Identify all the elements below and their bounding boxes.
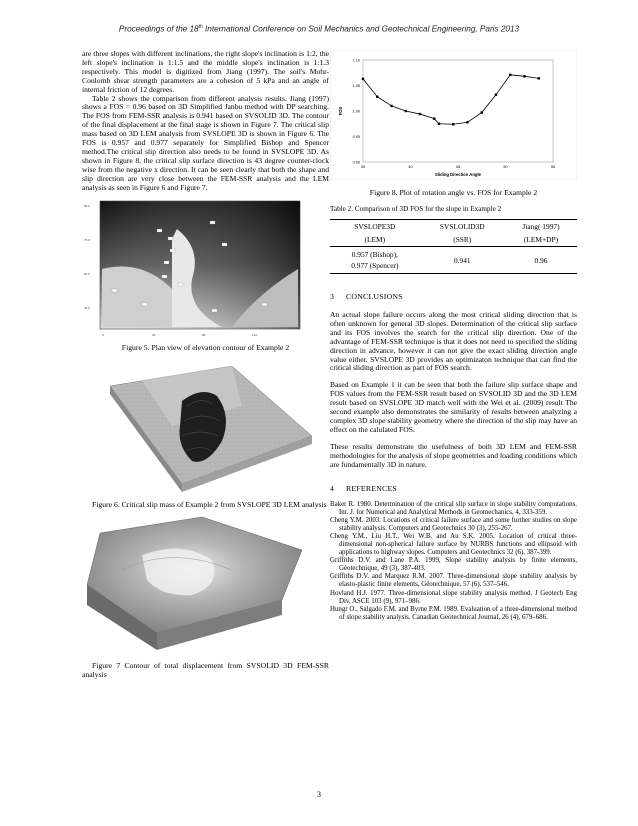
conclusions-paragraph-1: An actual slope failure occurs along the most critical sliding direction that is often unknown for general 3D slopes. Determination of the critical slip surface and its FOS involves the search for the critical slip direction. One of the advantage of FEM-SSR technique is that it does not need to specified the sliding direction in advance, however it can not give the exact sliding direction angle value either. SVSLOPE 3D provides an optimizaton technique that can find the critical sliding direction as part of FOS search. xyxy=(330,310,577,373)
section-number: 4 xyxy=(330,483,335,493)
x-tick-label: 35 xyxy=(360,165,366,169)
chart-frame xyxy=(330,50,577,180)
table-header-row-2 xyxy=(330,233,577,247)
data-point xyxy=(362,78,364,80)
figure-5-caption: Figure 5. Plan view of elevation contour of Example 2 xyxy=(121,342,290,352)
paragraph-2: Table 2 shows the comparison from different analysis results. Jiang (1997) shows a FOS = 0.96 based on 3D Simplified Janbu method with DP searching. The FOS from FEM-SSR analysis is 0.941 based on SVSOLID 3D. The contour of the final displacement at the final stage is shown in Figure 7. The critical slip mass based on 3D LEM analysis from SVSLOPE 3D is shown in Figure 6. The FOS is 0.957 and 0.977 separately for Simplified Bishop and Spencer method.The critical slip direction also needs to be found in SVSLOPE 3D. As shown in Figure 8, the critical slip surface direction is 43 degree counter-clock wise from the negative x direction. It can be seen clearly that both the shape and slip direction are very close between the FEM-SSR analysis and the LEM analysis as seen in Figure 6 and Figure 7. xyxy=(82,93,329,192)
table-cell xyxy=(330,247,420,274)
section-title: CONCLUSIONS xyxy=(346,292,403,301)
page-number: 3 xyxy=(317,790,321,799)
data-point xyxy=(509,74,511,76)
y-tick-label: 0.90 xyxy=(352,160,360,165)
fos-comparison-table xyxy=(330,219,577,274)
y-tick-label: 1.00 xyxy=(352,109,360,114)
data-point xyxy=(495,93,497,95)
data-point xyxy=(452,123,454,125)
data-point xyxy=(538,77,540,79)
data-point xyxy=(523,75,525,77)
y-tick-label: 1.05 xyxy=(352,83,360,88)
x-tick-label: 40 xyxy=(408,165,413,169)
table-header-cell: Jiang( 1997) xyxy=(505,220,577,234)
svg-text:75.0: 75.0 xyxy=(84,237,90,242)
svg-text:60.0: 60.0 xyxy=(84,271,90,276)
data-point xyxy=(376,96,378,98)
displacement-contour-image xyxy=(82,515,329,655)
reference-item: Baker R. 1980. Determination of the critical slip surface in slope stability computations. Int. J. for Numerical and Analytical Methods in Geomechanics, 4, 333-359. xyxy=(330,500,577,516)
table-2-caption: Table 2. Comparison of 3D FOS for the slope in Example 2 xyxy=(330,205,502,213)
y-tick-label: 1.10 xyxy=(352,58,360,63)
x-tick-label: 45 xyxy=(455,165,461,169)
figure-7 xyxy=(82,515,329,655)
conclusions-heading xyxy=(330,292,577,301)
figure-8 xyxy=(330,50,577,180)
fos-bishop: 0.957 (Bishop), xyxy=(351,250,398,259)
running-header xyxy=(0,24,638,34)
fos-vs-angle-chart xyxy=(330,50,577,180)
table-header-cell: SVSLOPE3D xyxy=(330,220,420,234)
reference-item: Griffiths D.V. and Marquez R.M. 2007. Three-dimensional slope stability analysis by elasto-plastic finite elements, Géotechnique, 57 (6), 537–546. xyxy=(330,573,577,589)
critical-slip-mass-image xyxy=(82,366,329,496)
svg-text:90.0: 90.0 xyxy=(84,203,90,208)
data-point xyxy=(405,110,407,112)
table-header-cell: SVSLOLID3D xyxy=(420,220,505,234)
svg-text:0: 0 xyxy=(102,332,104,337)
svg-text:40: 40 xyxy=(152,332,156,337)
data-point xyxy=(419,113,421,115)
conclusions-paragraph-2: Based on Example 1 it can be seen that both the failure slip surface shape and FOS values from the FEM-SSR result based on SVSOLID 3D and the 3D LEM result based on SVSLOPE 3D match well with the Wei et al. (2009) result The second example also demonstrates the similarity of results between analyzing a complex 3D slope stability geometry where the direction of the slip may have an effect on the calulated FOS. xyxy=(330,380,577,434)
reference-item: Cheng Y.M., Liu H.T., Wei W.B. and Au S.K. 2005. Location of critical three-dimensional non-spherical failure surface by NURBS functions and ellipsoid with applications to highway slopes. Computers and Geotechnics 32 (6), 387-399. xyxy=(330,532,577,557)
y-tick-label: 0.95 xyxy=(352,134,360,139)
data-point xyxy=(481,111,483,113)
svg-text:80: 80 xyxy=(202,332,206,337)
reference-item: Cheng Y.M. 2003. Locations of critical failure surface and some further studies on slope stability analysis. Computers and Geotechnics 30 (3), 255-267. xyxy=(330,516,577,532)
y-axis-label: FOS xyxy=(338,106,343,116)
paragraph-1: are three slopes with different inclinations, the right slope's inclination is 1:2, the left slope's inclination is 1:1.5 and the middle slope's inclination is 1:1.3 respectively. This model is digitized from Jiang (1997). The soil's Mohr-Coulomb shear strength parameters are a cohesion of 5 kPa and an angle of internal friction of 12 degrees. xyxy=(82,49,329,94)
svg-text:120: 120 xyxy=(252,332,258,337)
section-title: REFERENCES xyxy=(346,483,397,493)
figure-6-caption: Figure 6. Critical slip mass of Example 2 from SVSLOPE 3D LEM analysis xyxy=(92,499,327,509)
plan-view-contour-image xyxy=(82,199,329,339)
header-sup: th xyxy=(198,24,203,30)
data-point xyxy=(433,117,435,119)
table-cell: 0.96 xyxy=(505,247,577,274)
left-column xyxy=(82,50,329,679)
x-tick-label: 55 xyxy=(550,165,556,169)
table-cell: 0.941 xyxy=(420,247,505,274)
header-suffix: International Conference on Soil Mechanics and Geotechnical Engineering, Paris 2013 xyxy=(202,24,520,34)
table-header-row-1 xyxy=(330,220,577,234)
conclusions-paragraph-3: These results demonstrate the usefulness of both 3D LEM and FEM-SSR methodologies for the analysis of slope geometries and loading conditions which are fundamentally 3D in nature. xyxy=(330,441,577,469)
reference-list xyxy=(330,501,577,622)
references-heading xyxy=(330,484,577,493)
reference-item: Griffiths D.V. and Lane P.A. 1999, Slope stability analysis by finite elements, Géotechnique, 49 (3), 387-403. xyxy=(330,557,577,573)
data-point xyxy=(438,123,440,125)
figure-7-caption: Figure 7 Contour of total displacement from SVSOLID 3D FEM-SSR analysis xyxy=(82,660,329,679)
figure-8-caption: Figure 8. Plot of rotation angle vs. FOS for Example 2 xyxy=(369,188,538,197)
right-column xyxy=(330,50,577,622)
reference-item: Hungr O., Salgado F.M. and Byrne P.M. 1989. Evaluation of a three-dimensional method of slope stability analysis. Canadian Geotechnical Journal, 26 (4), 679–686. xyxy=(330,605,577,621)
figure-6 xyxy=(82,366,329,496)
x-axis-label: Sliding Direction Angle xyxy=(435,172,481,177)
table-header-cell: (LEM+DP) xyxy=(523,235,559,244)
data-point xyxy=(390,105,392,107)
figure-5 xyxy=(82,199,329,339)
data-point xyxy=(466,121,468,123)
section-number: 3 xyxy=(330,292,335,301)
x-tick-label: 50 xyxy=(503,165,508,169)
table-header-cell: (LEM) xyxy=(364,235,386,244)
reference-item: Hovland H.J. 1977. Three-dimensional slope stability analysis method. J Geotech Eng Div, ASCE 103 (9), 971–986. xyxy=(330,589,577,605)
fos-spencer: 0.977 (Spencer) xyxy=(351,261,399,270)
header-prefix: Proceedings of the 18 xyxy=(118,24,199,34)
svg-text:45.0: 45.0 xyxy=(84,305,90,310)
table-row xyxy=(330,247,577,274)
table-header-cell: (SSR) xyxy=(453,235,472,244)
